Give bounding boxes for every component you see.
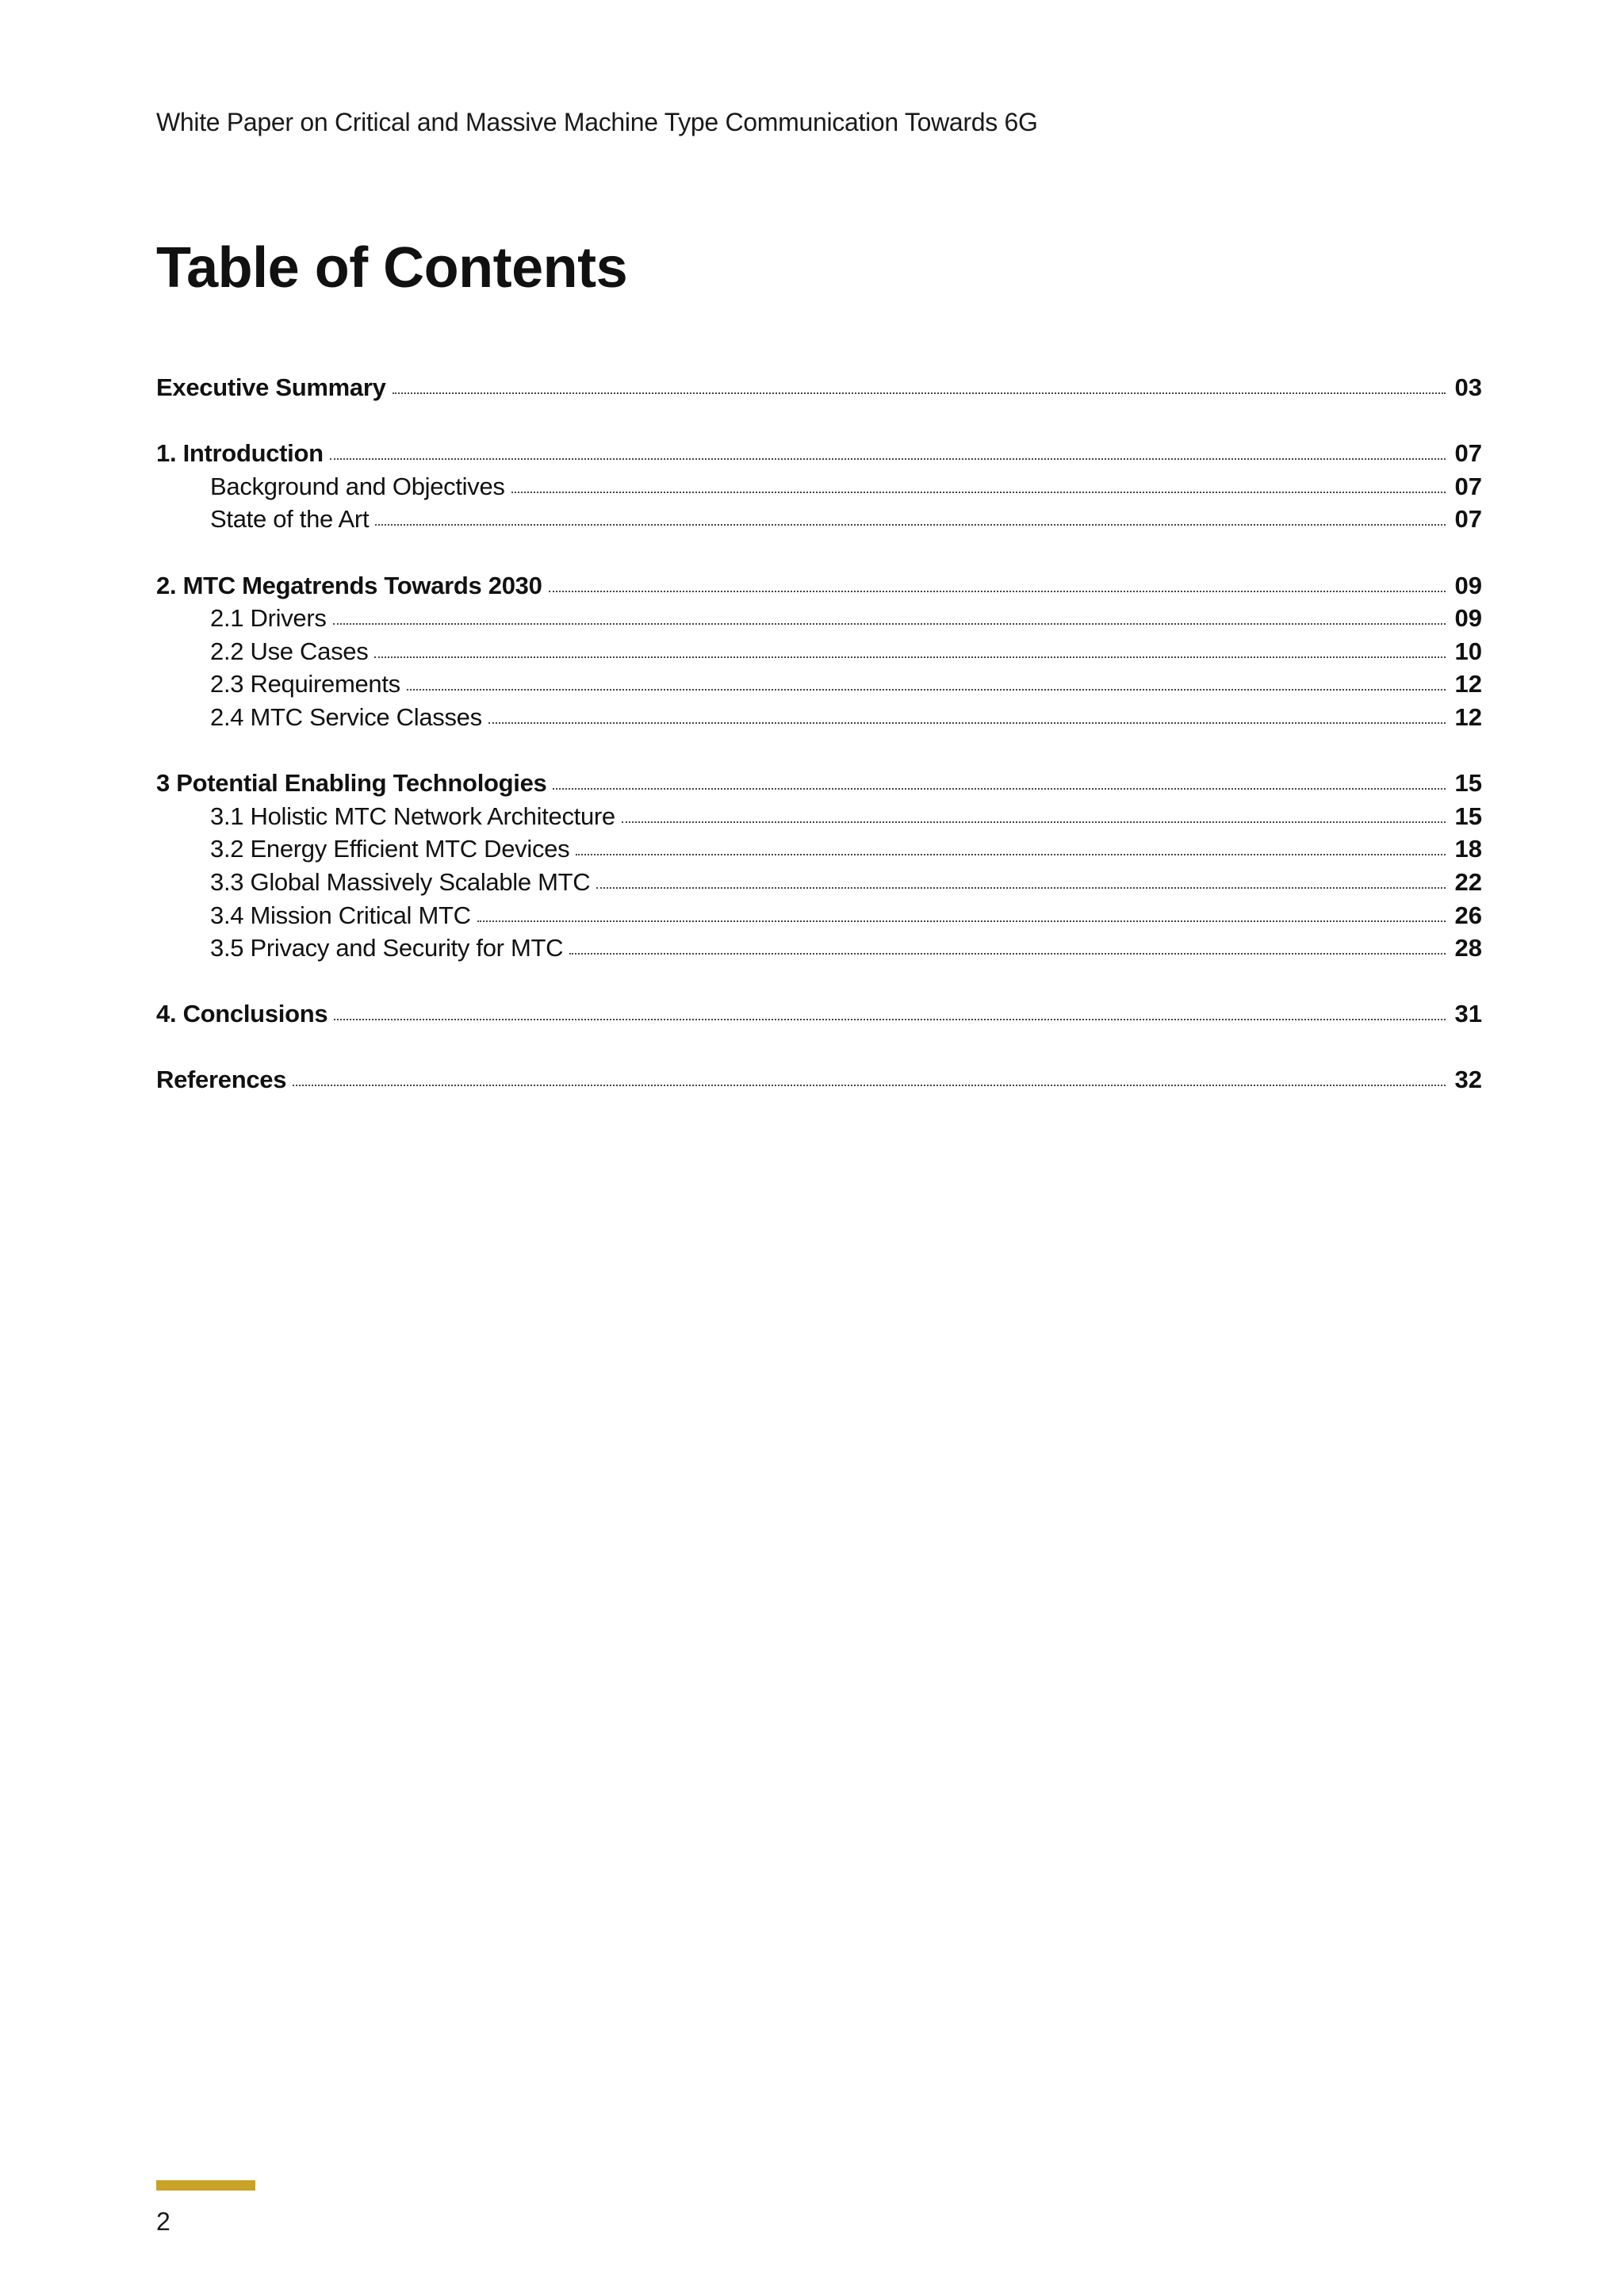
toc-entry-label: 1. Introduction: [156, 439, 324, 468]
toc-entry-page: 22: [1454, 867, 1482, 896]
toc-entry-mission-critical-mtc[interactable]: [156, 899, 1482, 932]
toc-entry-page: 09: [1454, 604, 1482, 633]
dot-leader: [549, 591, 1446, 592]
toc-entry-energy-efficient-devices[interactable]: [156, 832, 1482, 866]
toc-entry-conclusions[interactable]: [156, 997, 1482, 1031]
toc-entry-global-scalable-mtc[interactable]: [156, 866, 1482, 899]
toc-entry-label: 4. Conclusions: [156, 1000, 328, 1028]
dot-leader: [553, 788, 1446, 790]
toc-entry-label: State of the Art: [210, 505, 370, 534]
toc-entry-page: 26: [1454, 901, 1482, 929]
toc-entry-label: 2.3 Requirements: [210, 670, 400, 698]
page-number: 2: [156, 2207, 170, 2236]
dot-leader: [293, 1085, 1446, 1086]
dot-leader: [576, 854, 1446, 855]
toc-entry-page: 15: [1454, 802, 1482, 830]
toc-entry-page: 07: [1454, 505, 1482, 534]
dot-leader: [569, 953, 1446, 955]
dot-leader: [622, 821, 1446, 823]
toc-entry-references[interactable]: [156, 1063, 1482, 1096]
toc-entry-label: 2.2 Use Cases: [210, 637, 369, 665]
toc-entry-page: 28: [1454, 934, 1482, 962]
toc-entry-page: 32: [1454, 1066, 1482, 1094]
dot-leader: [334, 1019, 1446, 1020]
dot-leader: [374, 656, 1446, 658]
dot-leader: [596, 887, 1446, 889]
toc-entry-page: 03: [1454, 373, 1482, 401]
toc-entry-label: Executive Summary: [156, 373, 386, 401]
toc-entry-label: 3.2 Energy Efficient MTC Devices: [210, 835, 570, 863]
toc-entry-holistic-network-architecture[interactable]: [156, 800, 1482, 833]
toc-entry-label: 3.4 Mission Critical MTC: [210, 901, 471, 929]
toc-entry-page: 09: [1454, 571, 1482, 599]
toc-entry-mtc-megatrends[interactable]: [156, 569, 1482, 603]
toc-entry-executive-summary[interactable]: [156, 371, 1482, 404]
toc-entry-label: Background and Objectives: [210, 472, 505, 500]
toc-entry-use-cases[interactable]: [156, 635, 1482, 668]
toc-entry-page: 07: [1454, 472, 1482, 500]
table-of-contents: [156, 371, 1482, 1096]
toc-entry-label: 3.5 Privacy and Security for MTC: [210, 934, 564, 962]
toc-entry-state-of-the-art[interactable]: [156, 503, 1482, 536]
dot-leader: [375, 524, 1446, 526]
toc-entry-introduction[interactable]: [156, 437, 1482, 470]
toc-entry-requirements[interactable]: [156, 668, 1482, 701]
dot-leader: [333, 623, 1446, 625]
toc-entry-page: 12: [1454, 702, 1482, 731]
page-title: Table of Contents: [156, 236, 628, 300]
dot-leader: [488, 722, 1446, 724]
toc-entry-label: 2.1 Drivers: [210, 604, 327, 633]
dot-leader: [393, 392, 1446, 394]
dot-leader: [477, 920, 1446, 922]
toc-entry-mtc-service-classes[interactable]: [156, 701, 1482, 734]
toc-entry-privacy-security[interactable]: [156, 932, 1482, 965]
toc-entry-drivers[interactable]: [156, 602, 1482, 635]
dot-leader: [330, 458, 1446, 460]
toc-entry-label: 2. MTC Megatrends Towards 2030: [156, 571, 542, 599]
toc-entry-label: 2.4 MTC Service Classes: [210, 702, 482, 731]
toc-entry-label: 3.3 Global Massively Scalable MTC: [210, 867, 591, 896]
footer-accent-bar: [156, 2180, 255, 2191]
toc-entry-label: 3.1 Holistic MTC Network Architecture: [210, 802, 615, 830]
toc-entry-background-objectives[interactable]: [156, 470, 1482, 503]
toc-entry-label: 3 Potential Enabling Technologies: [156, 769, 547, 798]
toc-entry-page: 31: [1454, 1000, 1482, 1028]
toc-entry-enabling-technologies[interactable]: [156, 767, 1482, 800]
toc-entry-page: 18: [1454, 835, 1482, 863]
toc-entry-page: 12: [1454, 670, 1482, 698]
toc-entry-label: References: [156, 1066, 287, 1094]
toc-entry-page: 07: [1454, 439, 1482, 468]
running-header: White Paper on Critical and Massive Machine Type Communication Towards 6G: [156, 108, 1038, 136]
toc-entry-page: 10: [1454, 637, 1482, 665]
dot-leader: [511, 492, 1446, 493]
toc-entry-page: 15: [1454, 769, 1482, 798]
dot-leader: [407, 689, 1446, 691]
